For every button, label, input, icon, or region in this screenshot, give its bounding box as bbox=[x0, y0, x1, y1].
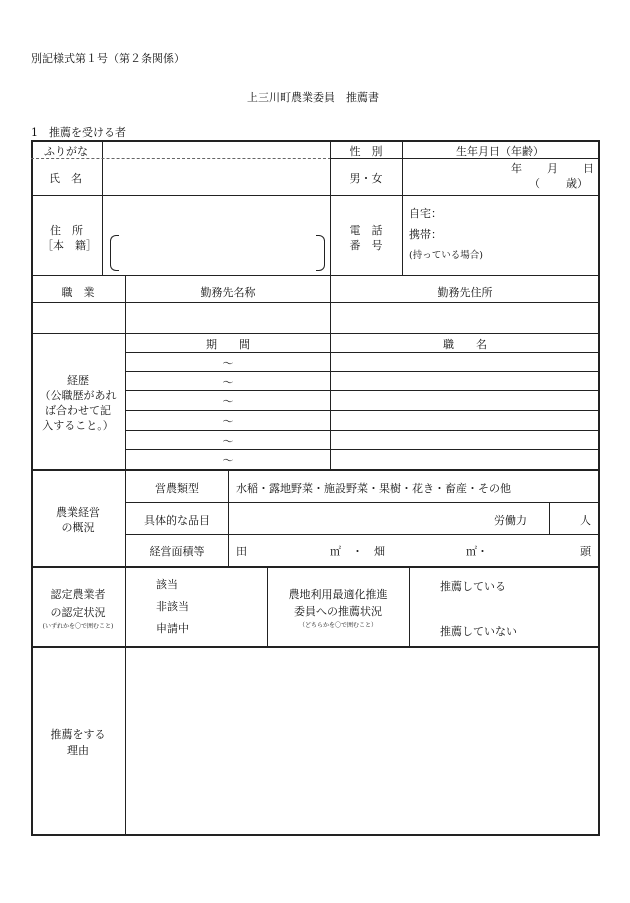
home-phone-label: 自宅： bbox=[409, 207, 442, 220]
name-label: 氏 名 bbox=[49, 172, 82, 185]
paddy-label: 田 bbox=[236, 545, 247, 558]
phone-label: 電 話 bbox=[349, 224, 383, 237]
name-field[interactable] bbox=[103, 160, 329, 194]
document-title: 上三川町農業委員 推薦書 bbox=[247, 91, 379, 104]
left-bracket bbox=[110, 235, 119, 271]
employer-name-label: 勤務先名称 bbox=[200, 286, 256, 299]
sex-label: 性 別 bbox=[349, 145, 383, 158]
career-note-2: ば合わせて記 bbox=[45, 404, 111, 417]
paddy-unit: ㎡ ・ bbox=[330, 545, 363, 558]
employer-address-label: 勤務先住所 bbox=[437, 286, 493, 299]
field-label: 畑 bbox=[374, 545, 385, 558]
phone-label-2: 番 号 bbox=[349, 239, 383, 252]
age-open: （ bbox=[529, 177, 540, 190]
farming-type-options[interactable]: 水稲・露地野菜・施設野菜・果樹・花き・畜産・その他 bbox=[236, 482, 511, 495]
career-row-4[interactable]: ～ bbox=[222, 415, 234, 428]
certified-farmer-label-2: の認定状況 bbox=[50, 606, 106, 619]
birth-day-unit: 日 bbox=[583, 162, 594, 175]
field-unit: ㎡・ bbox=[466, 545, 488, 558]
farm-area-label: 経営面積等 bbox=[149, 545, 205, 558]
form-number: 別記様式第１号（第２条関係） bbox=[31, 52, 185, 65]
birth-year-unit: 年 bbox=[511, 162, 522, 175]
promoter-status-label: 農地利用最適化推進 bbox=[288, 588, 388, 601]
promoter-option-no[interactable]: 推薦していない bbox=[440, 625, 517, 638]
career-row-1[interactable]: ～ bbox=[222, 357, 234, 370]
age-close: 歳） bbox=[566, 177, 588, 190]
sex-options[interactable]: 男・女 bbox=[349, 172, 383, 185]
cert-option-applicable[interactable]: 該当 bbox=[156, 578, 178, 591]
career-row-6[interactable]: ～ bbox=[222, 454, 234, 467]
birthdate-label: 生年月日（年齢） bbox=[456, 145, 544, 158]
farming-label-2: の概況 bbox=[61, 521, 95, 534]
career-label: 経歴 bbox=[67, 374, 89, 387]
reason-field[interactable] bbox=[127, 648, 597, 833]
farming-label: 農業経営 bbox=[56, 506, 100, 519]
furigana-label: ふりがな bbox=[44, 145, 88, 158]
cert-option-not-applicable[interactable]: 非該当 bbox=[156, 600, 189, 613]
occupation-label: 職 業 bbox=[61, 286, 95, 299]
address-label: 住 所 bbox=[50, 224, 83, 237]
career-note-3: 入すること。） bbox=[42, 419, 114, 432]
mobile-note: (持っている場合) bbox=[409, 250, 483, 261]
reason-label-2: 理由 bbox=[67, 744, 89, 757]
career-row-2[interactable]: ～ bbox=[222, 376, 234, 389]
mobile-phone-label: 携帯： bbox=[409, 228, 442, 241]
certified-farmer-label: 認定農業者 bbox=[50, 588, 106, 601]
certified-farmer-note: (いずれかを〇で囲むこと) bbox=[42, 623, 114, 630]
labor-label: 労働力 bbox=[494, 514, 527, 527]
reason-label: 推薦をする bbox=[50, 728, 106, 741]
promoter-option-yes[interactable]: 推薦している bbox=[440, 580, 506, 593]
promoter-status-note: （どちらかを〇で囲むこと） bbox=[298, 622, 378, 629]
labor-unit: 人 bbox=[580, 514, 591, 527]
promoter-status-label-2: 委員への推薦状況 bbox=[294, 605, 382, 618]
registered-domicile-label: ［本 籍］ bbox=[42, 239, 97, 252]
position-header: 職 名 bbox=[443, 338, 487, 351]
career-row-5[interactable]: ～ bbox=[222, 435, 234, 448]
career-note-1: （公職歴があれ bbox=[39, 389, 117, 402]
cert-option-applying[interactable]: 申請中 bbox=[156, 622, 189, 635]
career-row-3[interactable]: ～ bbox=[222, 395, 234, 408]
right-bracket bbox=[316, 235, 325, 271]
period-header: 期 間 bbox=[206, 338, 250, 351]
crop-items-label: 具体的な品目 bbox=[144, 514, 210, 527]
livestock-unit: 頭 bbox=[580, 545, 591, 558]
farming-type-label: 営農類型 bbox=[155, 482, 199, 495]
birth-month-unit: 月 bbox=[547, 162, 558, 175]
section-heading: 1 推薦を受ける者 bbox=[31, 126, 126, 139]
